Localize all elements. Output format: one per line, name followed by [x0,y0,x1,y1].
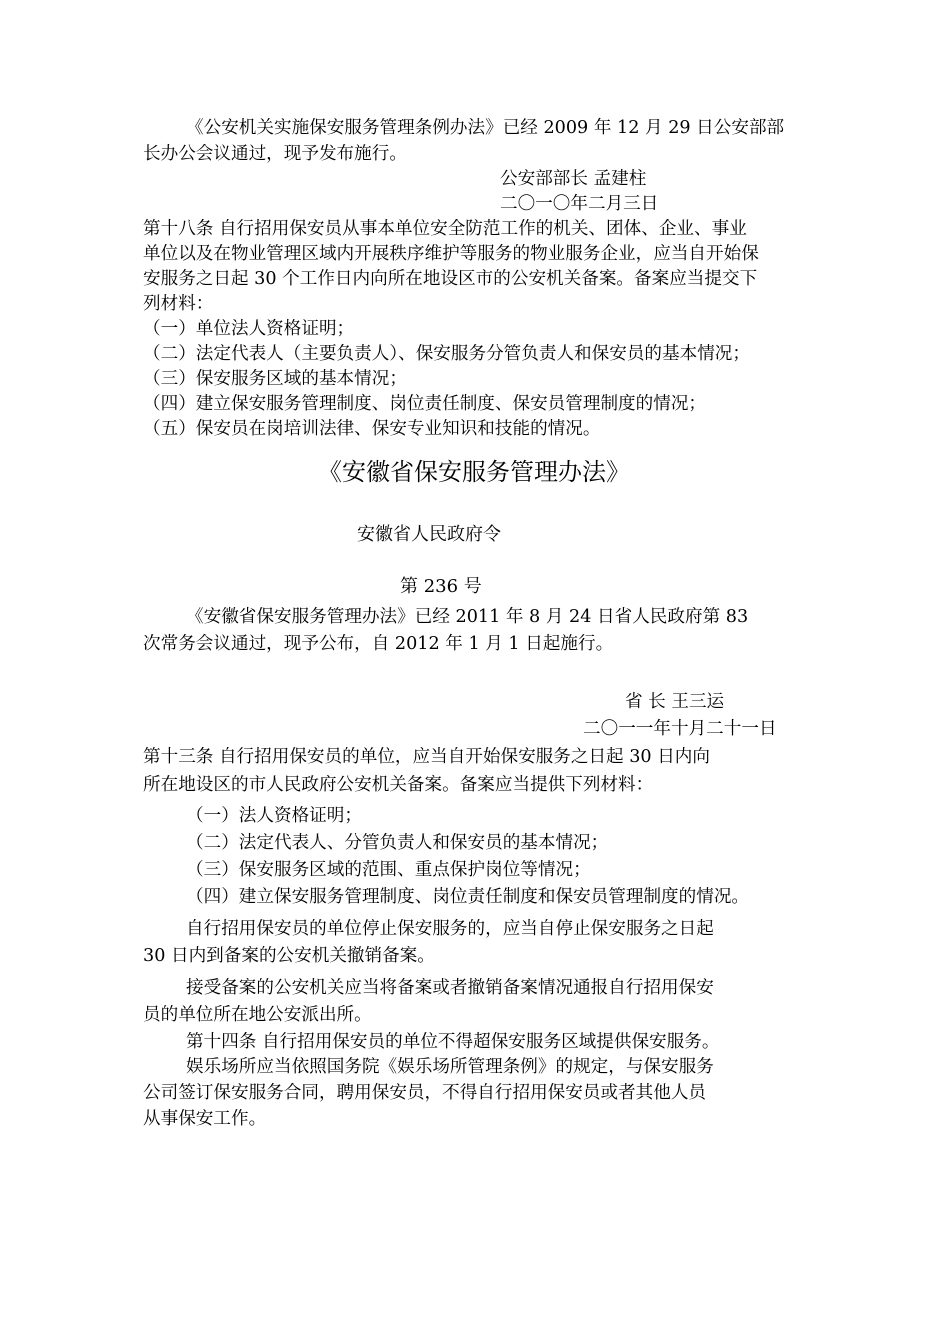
article-text: 列材料： [143,294,214,314]
paragraph-line: 自行招用保安员的单位停止保安服务的，应当自停止保安服务之日起 [186,919,714,939]
article-text: 所在地设区的市人民政府公安机关备案。备案应当提供下列材料： [143,775,654,795]
article-text: 第十三条 自行招用保安员的单位，应当自开始保安服务之日起 30 日内向 [143,747,710,767]
article-text: 安服务之日起 30 个工作日内向所在地设区市的公安机关备案。备案应当提交下 [143,269,758,289]
list-item: （四）建立保安服务管理制度、岗位责任制度和保安员管理制度的情况。 [186,887,750,907]
list-item: （二）法定代表人、分管负责人和保安员的基本情况； [186,833,609,853]
list-item: （二）法定代表人（主要负责人）、保安服务分管负责人和保安员的基本情况； [143,344,750,364]
paragraph-line: 30 日内到备案的公安机关撤销备案。 [143,946,435,966]
decree-issuer: 安徽省人民政府令 [357,524,501,545]
list-item: （四）建立保安服务管理制度、岗位责任制度、保安员管理制度的情况； [143,394,707,414]
intro-line: 次常务会议通过，现予公布，自 2012 年 1 月 1 日起施行。 [143,634,614,654]
intro-line: 《公安机关实施保安服务管理条例办法》已经 2009 年 12 月 29 日公安部部 [186,118,785,138]
list-item: （五）保安员在岗培训法律、保安专业知识和技能的情况。 [143,419,601,439]
list-item: （一）单位法人资格证明； [143,319,355,339]
paragraph-line: 娱乐场所应当依照国务院《娱乐场所管理条例》的规定，与保安服务 [186,1057,714,1077]
article-text: 第十八条 自行招用保安员从事本单位安全防范工作的机关、团体、企业、事业 [143,219,747,239]
list-item: （三）保安服务区域的范围、重点保护岗位等情况； [186,860,591,880]
list-item: （一）法人资格证明； [186,806,362,826]
paragraph-line: 接受备案的公安机关应当将备案或者撤销备案情况通报自行招用保安 [186,978,714,998]
paragraph-line: 公司签订保安服务合同，聘用保安员，不得自行招用保安员或者其他人员 [143,1083,707,1103]
paragraph-line: 从事保安工作。 [143,1109,267,1129]
intro-line: 《安徽省保安服务管理办法》已经 2011 年 8 月 24 日省人民政府第 83 [186,607,749,627]
list-item: （三）保安服务区域的基本情况； [143,369,407,389]
document-title: 《安徽省保安服务管理办法》 [318,458,630,486]
signer: 省 长 王三运 [625,692,725,712]
signer: 公安部部长 孟建柱 [500,169,647,189]
intro-line: 长办公会议通过，现予发布施行。 [143,144,407,164]
paragraph-line: 员的单位所在地公安派出所。 [143,1005,372,1025]
signature-date: 二〇一一年十月二十一日 [583,719,777,739]
decree-number: 第 236 号 [400,576,482,597]
article-text: 第十四条 自行招用保安员的单位不得超保安服务区域提供保安服务。 [186,1032,720,1052]
signature-date: 二〇一〇年二月三日 [500,194,659,214]
article-text: 单位以及在物业管理区域内开展秩序维护等服务的物业服务企业，应当自开始保 [143,244,759,264]
